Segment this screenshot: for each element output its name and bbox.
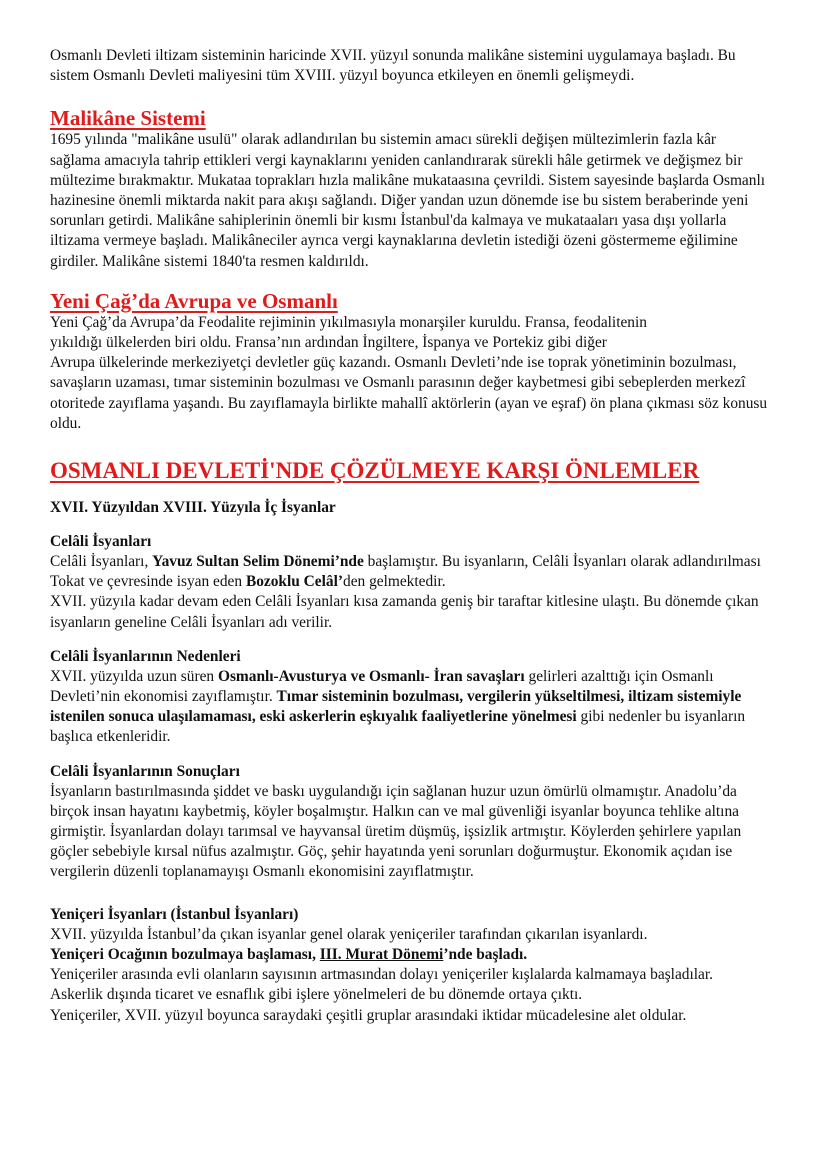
celali-paragraph-2: XVII. yüzyıla kadar devam eden Celâli İsyanları kısa zamanda geniş bir taraftar kitlesine ulaştı. Bu dönemde çıkan isyanların geneline Celâli İsyanları adı verilir. [50, 593, 759, 631]
yeniceri-paragraph-2: Yeniçeri Ocağının bozulmaya başlaması, III. Murat Dönemi’nde başladı. [50, 945, 528, 963]
celali-paragraph-1: Celâli İsyanları, Yavuz Sultan Selim Dönemi’nde başlamıştır. Bu isyanların, Celâli İsyanları olarak adlandırılması Tokat ve çevresinde isyan eden Bozoklu Celâl’den gelmektedir. [50, 553, 761, 591]
yeniceri-heading: Yeniçeri İsyanları (İstanbul İsyanları) [50, 905, 299, 923]
yeni-cag-heading: Yeni Çağ’da Avrupa ve Osmanlı [50, 288, 338, 313]
malikane-heading: Malikâne Sistemi [50, 106, 206, 131]
yeniceri-paragraph-3: Yeniçeriler arasında evli olanların sayısının artmasından dolayı yeniçeriler kışlalarda kalmamaya başladılar. [50, 966, 713, 984]
intro-paragraph: Osmanlı Devleti iltizam sisteminin haricinde XVII. yüzyıl sonunda malikâne sistemini uygulamaya başladı. Bu sistem Osmanlı Devleti maliyesini tüm XVIII. yüzyıl boyunca etkileyen en önemli gelişmeydi. [50, 47, 736, 85]
yeni-cag-line-2: yıkıldığı ülkelerden biri oldu. Fransa’nın ardından İngiltere, İspanya ve Portekiz gibi diğer [50, 334, 607, 352]
nedenler-paragraph: XVII. yüzyılda uzun süren Osmanlı-Avusturya ve Osmanlı- İran savaşları gelirleri azalttığı için Osmanlı Devleti’nin ekonomisi zayıflamıştır. Tımar sisteminin bozulması, vergilerin yükseltilmesi, iltizam sistemiyle istenilen sonuca ulaşılamaması, eski askerlerin eşkıyalık faaliyetlerine yönelmesi gibi nedenler bu isyanların başlıca etkenleridir. [50, 667, 746, 746]
nedenler-heading: Celâli İsyanlarının Nedenleri [50, 647, 241, 665]
yeni-cag-line-1: Yeni Çağ’da Avrupa’da Feodalite rejiminin yıkılmasıyla monarşiler kuruldu. Fransa, feodalitenin [50, 313, 647, 331]
main-title: OSMANLI DEVLETİ'NDE ÇÖZÜLMEYE KARŞI ÖNLEMLER [50, 458, 700, 484]
celali-heading: Celâli İsyanları [50, 533, 152, 551]
yeni-cag-paragraph: Avrupa ülkelerinde merkeziyetçi devletler güç kazandı. Osmanlı Devleti’nde ise toprak yönetiminin bozulması, savaşların uzaması, tımar sisteminin bozulması ve Osmanlı parasının değer kaybetmesi gibi sebeplerden merkezî otoritede zayıflama yaşandı. Bu zayıflamayla birlikte mahallî aktörlerin (ayan ve eşraf) ön plana çıkması söz konusu oldu. [50, 354, 768, 432]
document-page [50, 46, 770, 1026]
malikane-paragraph: 1695 yılında "malikâne usulü" olarak adlandırılan bu sistemin amacı sürekli değişen mültezimlerin fazla kâr sağlama amacıyla tahrip ettikleri vergi kaynaklarını yeniden canlandırarak sürekli hâle getirmek ve değişmez bir mültezime bırakmaktır. Mukataa toprakları hızla malikâne mukataasına çevrildi. Sistem sayesinde başlarda Osmanlı hazinesine önemli miktarda nakit para akışı sağlandı. Diğer yandan uzun dönemde ise bu sistem beraberinde yeni sorunları getirdi. Malikâne sahiplerinin önemli bir kısmı İstanbul'da kalmaya ve mukataaları yasa dışı yollarla iltizama vermeye başladı. Malikâneciler ayrıca vergi kaynaklarına devletin istediği özeni göstermeme eğilimine girdiler. Malikâne sistemi 1840'ta resmen kaldırıldı. [50, 131, 766, 270]
yeniceri-paragraph-1: XVII. yüzyılda İstanbul’da çıkan isyanlar genel olarak yeniçeriler tarafından çıkarılan isyanlardı. [50, 925, 648, 943]
yeniceri-paragraph-5: Yeniçeriler, XVII. yüzyıl boyunca saraydaki çeşitli gruplar arasındaki iktidar mücadelesine alet oldular. [50, 1006, 687, 1024]
sonuclar-heading: Celâli İsyanlarının Sonuçları [50, 762, 240, 780]
sonuclar-paragraph: İsyanların bastırılmasında şiddet ve baskı uygulandığı için sağlanan huzur uzun ömürlü olmamıştır. Anadolu’da birçok insan hayatını kaybetmiş, köyler boşalmıştır. Halkın can ve mal güvenliği isyanlar boyunca tehlike altına girmiştir. İsyanlardan dolayı tarımsal ve hayvansal üretim düşmüş, işsizlik artmıştır. Köylerden şehirlere yapılan göçler sebebiyle kırsal nüfus azalmıştır. Göç, şehir hayatında yeni sorunları doğurmuştur. Ekonomik açıdan ise vergilerin düzenli toplanamayışı Osmanlı ekonomisini zayıflatmıştır. [50, 782, 742, 881]
section-subtitle: XVII. Yüzyıldan XVIII. Yüzyıla İç İsyanlar [50, 499, 336, 517]
yeniceri-paragraph-4: Askerlik dışında ticaret ve esnaflık gibi işlere yönelmeleri de bu dönemde ortaya çıktı. [50, 986, 583, 1004]
